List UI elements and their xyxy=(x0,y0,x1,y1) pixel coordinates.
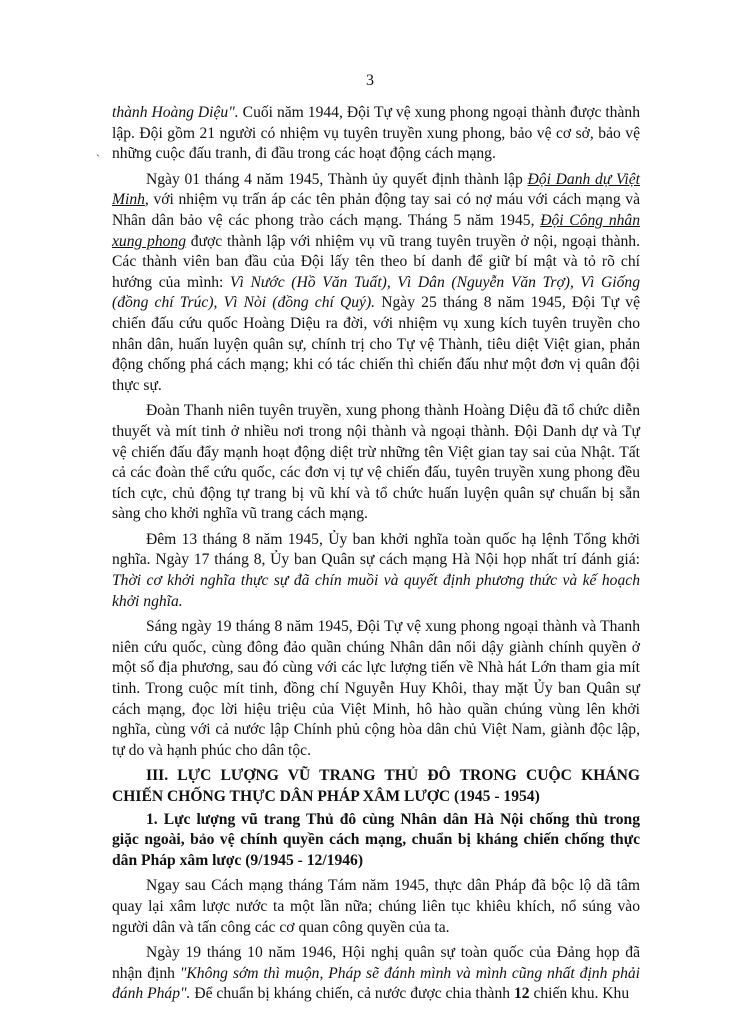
page-number: 3 xyxy=(366,72,374,89)
paragraph-text: Cuối năm 1944, Đội Tự vệ xung phong ngoại thành được thành lập. Đội gồm 21 người có nhiệm vụ tuyên truyền xung phong, bảo vệ cơ sở, bảo vệ những cuộc đấu tranh, đi đầu trong các hoạt động cách mạng. xyxy=(112,104,640,163)
section-heading: III. LỰC LƯỢNG VŨ TRANG THỦ ĐÔ TRONG CUỘC KHÁNG CHIẾN CHỐNG THỰC DÂN PHÁP XÂM LƯỢC (1945 - 1954) xyxy=(112,767,640,805)
paragraph-text: Để chuẩn bị kháng chiến, cả nước được chia thành xyxy=(190,985,514,1003)
italic-underlined-text: Đội Công nhân xung phong xyxy=(112,211,641,250)
italic-text: "Không sớm thì muộn, Pháp sẽ đánh mình và mình cũng nhất định phải đánh Pháp". xyxy=(112,964,640,1003)
italic-underlined-text: Đội Danh dự Việt Minh xyxy=(112,170,640,209)
paragraph-text: Đêm 13 tháng 8 năm 1945, Ủy ban khởi nghĩa toàn quốc hạ lệnh Tổng khởi nghĩa. Ngày 17 tháng 8, Ủy ban Quân sự cách mạng Hà Nội họp nhất trí đánh giá: xyxy=(112,530,640,569)
paragraph-6: Ngay sau Cách mạng tháng Tám năm 1945, thực dân Pháp đã bộc lộ dã tâm quay lại xâm lược nước ta một lần nữa; chúng liên tục khiêu khích, nổ súng vào người dân và tấn công các cơ quan công quyền của ta. xyxy=(112,877,640,936)
paragraph-text: Ngày 25 tháng 8 năm 1945, Đội Tự vệ chiến đấu cứu quốc Hoàng Diệu ra đời, với nhiệm vụ xung kích tuyên truyền cho nhân dân, huấn luyện quân sự, chính trị cho Tự vệ Thành, tiêu diệt Việt gian, phản động chống phá cách mạng; khi có tác chiến thì chiến đấu như một đơn vị quân đội thực sự. xyxy=(112,294,640,394)
bold-number: 12 xyxy=(513,985,530,1003)
document-body xyxy=(112,103,640,1010)
paragraph-text: chiến khu. Khu xyxy=(529,985,630,1003)
paragraph-text: , với nhiệm vụ trấn áp các tên phản động tay sai có nợ máu với cách mạng và Nhân dân bảo vệ các phong trào cách mạng. Tháng 5 năm 1945, xyxy=(112,191,640,229)
italic-text: Vì Nước (Hồ Văn Tuất), Vì Dân (Nguyễn Văn Trợ), Vì Giống (đồng chí Trúc), Vì Nòi (đồng chí Quý). xyxy=(112,273,641,312)
scan-mark: ` xyxy=(96,152,100,166)
paragraph-text: Ngày 01 tháng 4 năm 1945, Thành ủy quyết định thành lập xyxy=(146,170,528,188)
paragraph-text: được thành lập với nhiệm vụ vũ trang tuyên truyền ở nội, ngoại thành. Các thành viên ban đầu của Đội lấy tên theo bí danh để giữ bí mật và tỏ rõ chí hướng của mình: xyxy=(112,232,640,291)
paragraph-2 xyxy=(112,170,640,397)
paragraph-3: Đoàn Thanh niên tuyên truyền, xung phong thành Hoàng Diệu đã tổ chức diễn thuyết và mít tinh ở nhiều nơi trong nội thành và ngoại thành. Đội Danh dự và Tự vệ chiến đấu đẩy mạnh hoạt động diệt trừ những tên Việt gian tay sai của Nhật. Tất cả các đoàn thể cứu quốc, các đơn vị tự vệ chiến đấu, tuyên truyền xung phong đều tích cực, chủ động tự trang bị vũ khí và tổ chức huấn luyện quân sự chuẩn bị sẵn sàng cho khởi nghĩa vũ trang cách mạng. xyxy=(112,402,640,523)
italic-text: thành Hoàng Diệu". xyxy=(112,104,239,121)
italic-text: Thời cơ khởi nghĩa thực sự đã chín muồi và quyết định phương thức và kế hoạch khởi nghĩa. xyxy=(112,572,640,610)
subsection-heading: 1. Lực lượng vũ trang Thủ đô cùng Nhân dân Hà Nội chống thù trong giặc ngoài, bảo vệ chính quyền cách mạng, chuẩn bị kháng chiến chống thực dân Pháp xâm lược (9/1945 - 12/1946) xyxy=(112,810,640,869)
paragraph-4 xyxy=(112,530,640,612)
paragraph-text: Ngày 19 tháng 10 năm 1946, Hội nghị quân sự toàn quốc của Đảng họp đã nhận định xyxy=(112,944,640,982)
paragraph-7 xyxy=(112,943,640,1005)
paragraph-5: Sáng ngày 19 tháng 8 năm 1945, Đội Tự vệ xung phong ngoại thành và Thanh niên cứu quốc, cùng đông đảo quần chúng Nhân dân nổi dậy giành chính quyền ở một số địa phương, sau đó cùng với các lực lượng tiến về Nhà hát Lớn tham gia mít tinh. Trong cuộc mít tinh, đồng chí Nguyễn Huy Khôi, thay mặt Ủy ban Quân sự cách mạng, đọc lời hiệu triệu của Việt Minh, hô hào quần chúng vùng lên khởi nghĩa, cùng với cả nước lập Chính phủ cộng hòa dân chủ Việt Nam, giành độc lập, tự do và hạnh phúc cho dân tộc. xyxy=(112,618,640,759)
paragraph-1 xyxy=(112,103,640,165)
